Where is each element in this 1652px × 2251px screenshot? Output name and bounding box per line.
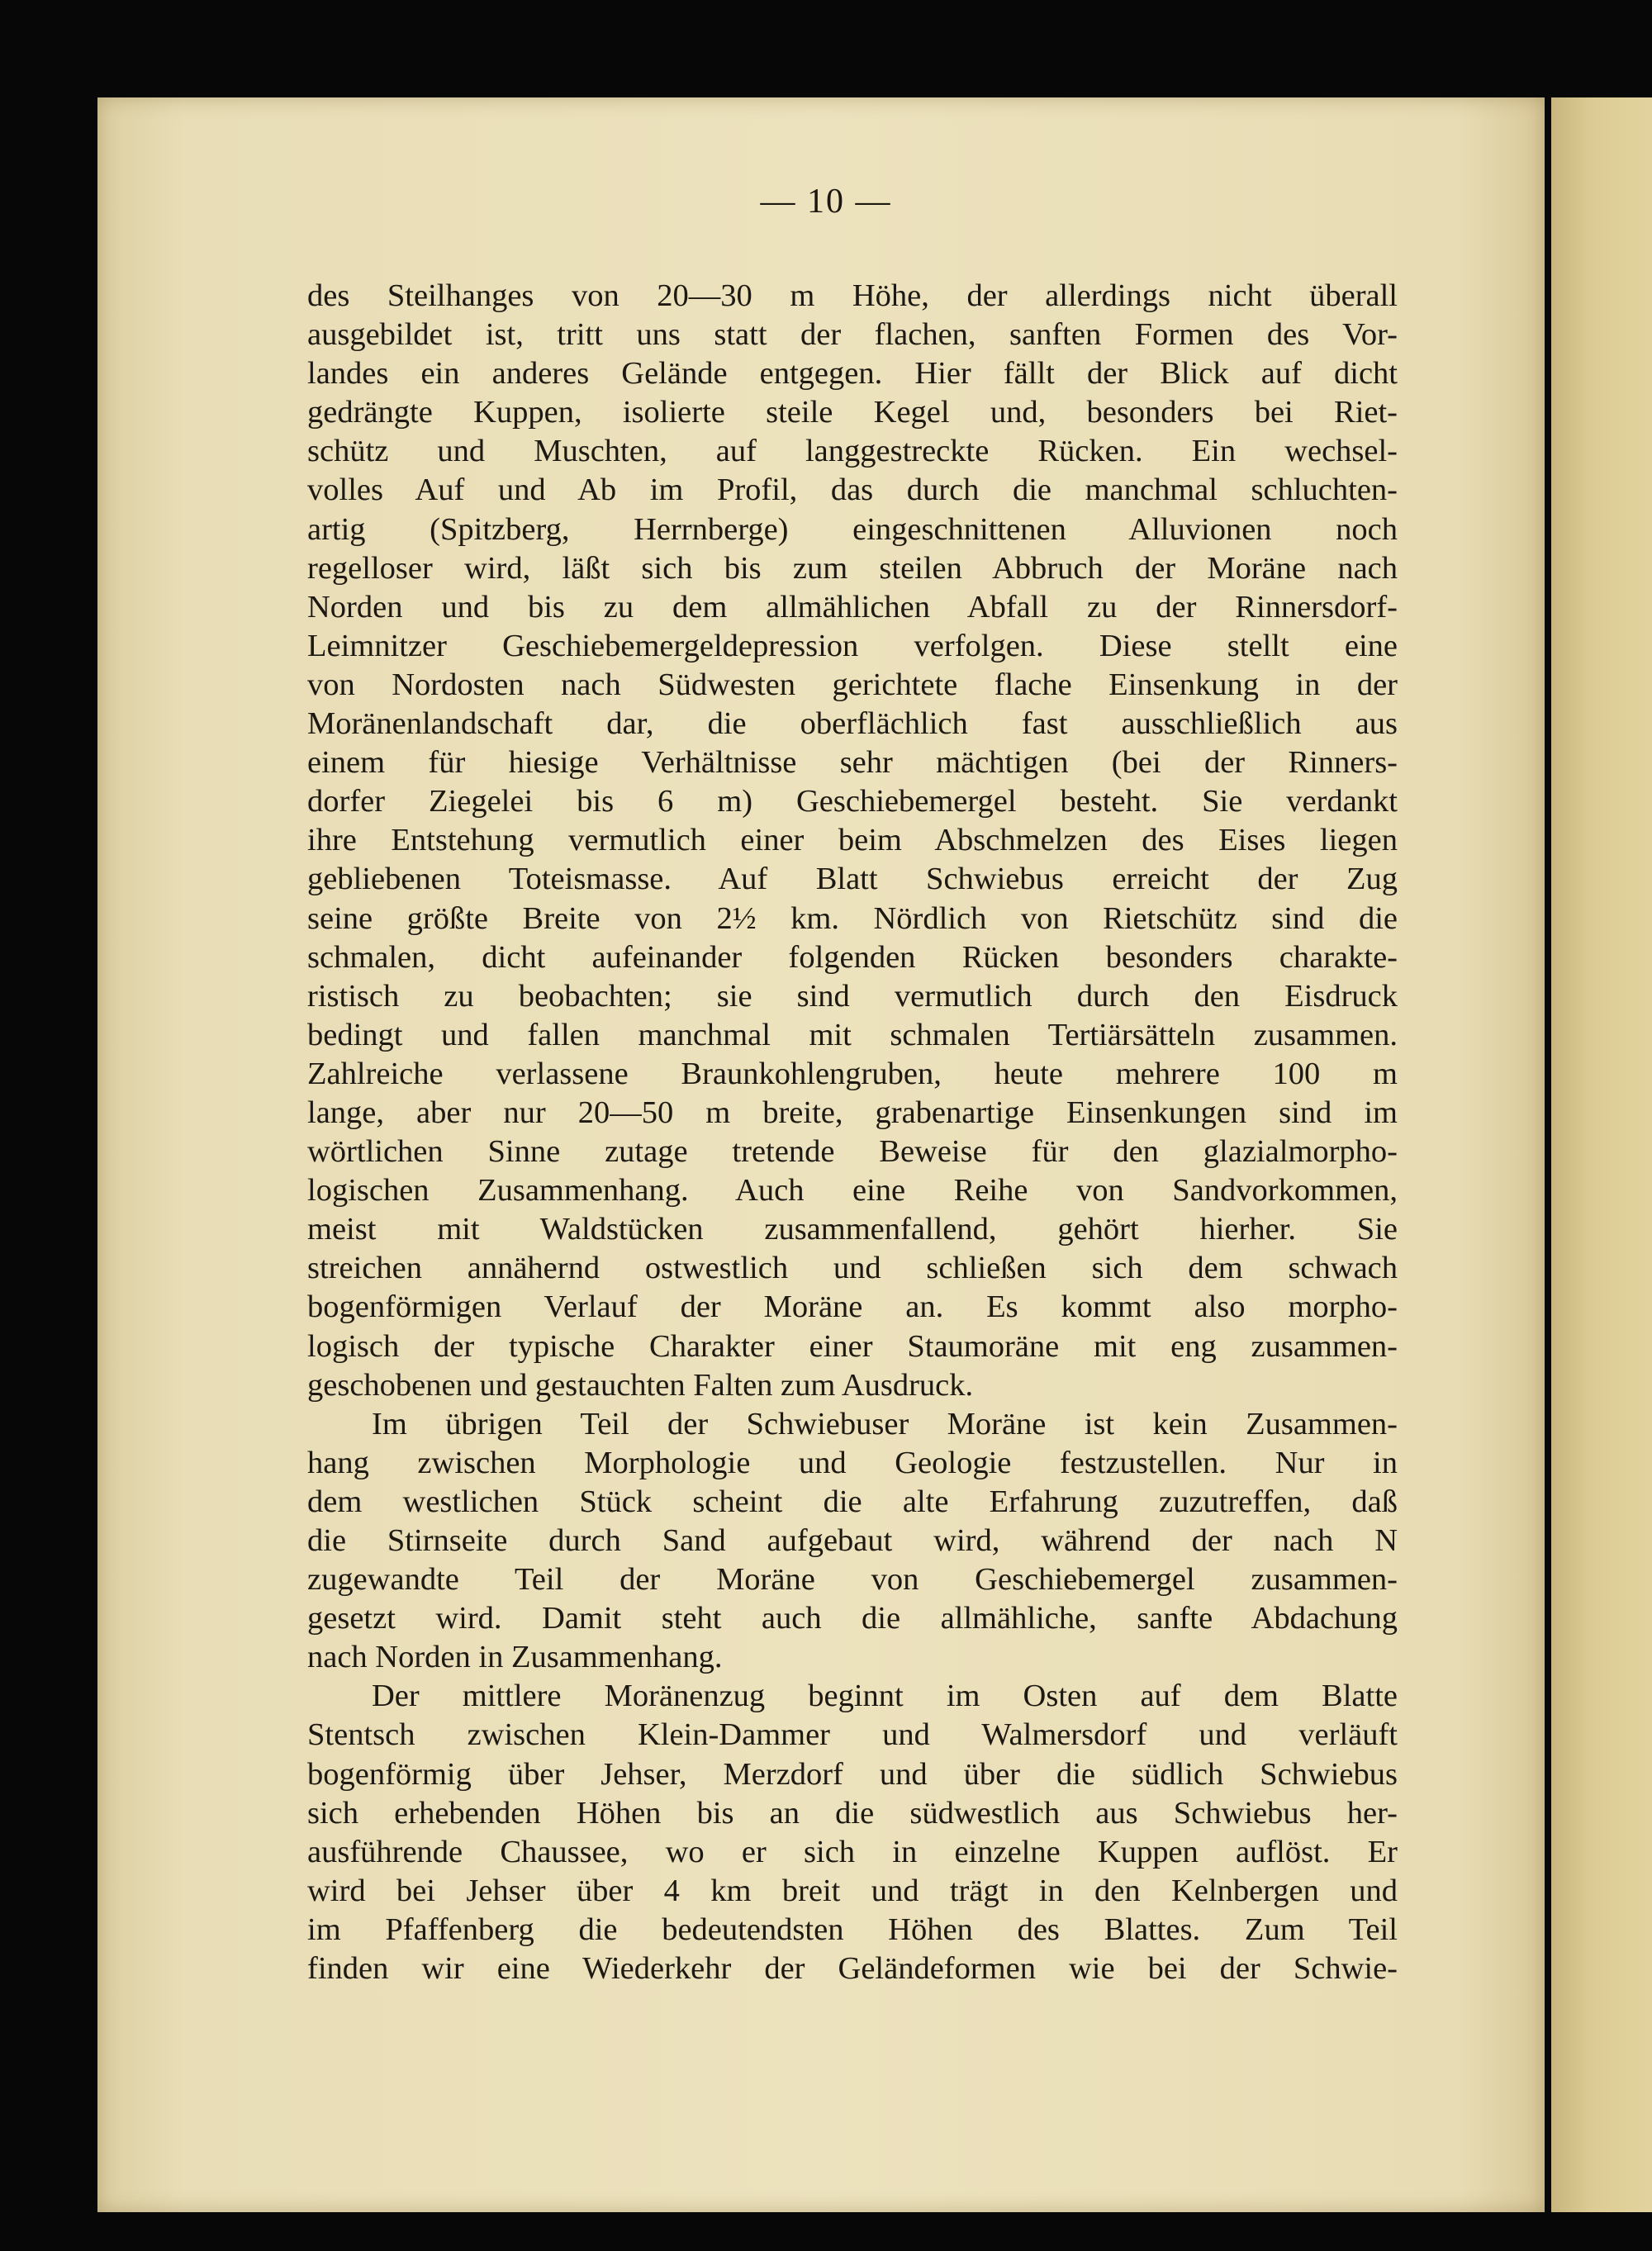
text-line: dorfer Ziegelei bis 6 m) Geschiebemergel besteht. Sie verdankt: [307, 784, 1398, 819]
text-line: Moränenlandschaft dar, die oberflächlich fast ausschließlich aus: [307, 706, 1398, 742]
text-line: Norden und bis zu dem allmählichen Abfall zu der Rinnersdorf-: [307, 589, 1398, 624]
next-page-edge: [1551, 97, 1652, 2212]
text-line: des Steilhanges von 20—30 m Höhe, der allerdings nicht überall: [307, 278, 1398, 313]
body-text: [307, 277, 1398, 1988]
paragraph-start-line: Der mittlere Moränenzug beginnt im Osten auf dem Blatte: [372, 1679, 1398, 1714]
text-line: von Nordosten nach Südwesten gerichtete flache Einsenkung in der: [307, 667, 1398, 702]
page-number: — 10 —: [760, 183, 892, 221]
text-line: meist mit Waldstücken zusammenfallend, gehört hierher. Sie: [307, 1212, 1398, 1247]
text-line: einem für hiesige Verhältnisse sehr mächtigen (bei der Rinners-: [307, 745, 1398, 781]
text-line: logisch der typische Charakter einer Staumoräne mit eng zusammen-: [307, 1328, 1398, 1364]
text-line: ausführende Chaussee, wo er sich in einzelne Kuppen auflöst. Er: [307, 1834, 1398, 1869]
text-line: finden wir eine Wiederkehr der Geländeformen wie bei der Schwie-: [307, 1951, 1398, 1987]
text-line: schütz und Muschten, auf langgestreckte Rücken. Ein wechsel-: [307, 434, 1398, 469]
text-line: gebliebenen Toteismasse. Auf Blatt Schwiebus erreicht der Zug: [307, 862, 1398, 897]
text-line: regelloser wird, läßt sich bis zum steilen Abbruch der Moräne nach: [307, 550, 1398, 586]
text-line: logischen Zusammenhang. Auch eine Reihe von Sandvorkommen,: [307, 1173, 1398, 1209]
text-line: seine größte Breite von 2½ km. Nördlich von Rietschütz sind die: [307, 900, 1398, 936]
text-line: Zahlreiche verlassene Braunkohlengruben, heute mehrere 100 m: [307, 1056, 1398, 1091]
text-line: Stentsch zwischen Klein-Dammer und Walmersdorf und verläuft: [307, 1717, 1398, 1753]
text-line: gesetzt wird. Damit steht auch die allmähliche, sanfte Abdachung: [307, 1601, 1398, 1636]
text-line: schmalen, dicht aufeinander folgenden Rücken besonders charakte-: [307, 939, 1398, 975]
text-line: zugewandte Teil der Moräne von Geschiebemergel zusammen-: [307, 1562, 1398, 1598]
text-line: bogenförmig über Jehser, Merzdorf und über die südlich Schwiebus: [307, 1756, 1398, 1792]
text-line: im Pfaffenberg die bedeutendsten Höhen des Blattes. Zum Teil: [307, 1911, 1398, 1947]
text-line: landes ein anderes Gelände entgegen. Hier fällt der Blick auf dicht: [307, 356, 1398, 392]
text-line: sich erhebenden Höhen bis an die südwestlich aus Schwiebus her-: [307, 1795, 1398, 1831]
text-line: wird bei Jehser über 4 km breit und trägt in den Kelnbergen und: [307, 1873, 1398, 1908]
text-line: Leimnitzer Geschiebemergeldepression verfolgen. Diese stellt eine: [307, 628, 1398, 663]
text-line: die Stirnseite durch Sand aufgebaut wird, während der nach N: [307, 1523, 1398, 1558]
text-line: ausgebildet ist, tritt uns statt der flachen, sanften Formen des Vor-: [307, 317, 1398, 353]
text-line: gedrängte Kuppen, isolierte steile Kegel und, besonders bei Riet-: [307, 395, 1398, 430]
text-line: volles Auf und Ab im Profil, das durch die manchmal schluchten-: [307, 473, 1398, 508]
text-line: streichen annähernd ostwestlich und schließen sich dem schwach: [307, 1251, 1398, 1286]
text-line: hang zwischen Morphologie und Geologie festzustellen. Nur in: [307, 1445, 1398, 1480]
paragraph-end-line: geschobenen und gestauchten Falten zum Ausdruck.: [307, 1367, 974, 1403]
text-line: lange, aber nur 20—50 m breite, grabenartige Einsenkungen sind im: [307, 1095, 1398, 1130]
text-line: bogenförmigen Verlauf der Moräne an. Es kommt also morpho-: [307, 1289, 1398, 1325]
paragraph-end-line: nach Norden in Zusammenhang.: [307, 1640, 723, 1675]
paragraph-start-line: Im übrigen Teil der Schwiebuser Moräne ist kein Zusammen-: [372, 1406, 1398, 1441]
text-line: ihre Entstehung vermutlich einer beim Abschmelzen des Eises liegen: [307, 823, 1398, 858]
text-line: bedingt und fallen manchmal mit schmalen Tertiärsätteln zusammen.: [307, 1017, 1398, 1052]
text-line: ristisch zu beobachten; sie sind vermutlich durch den Eisdruck: [307, 978, 1398, 1014]
text-line: wörtlichen Sinne zutage tretende Beweise für den glazialmorpho-: [307, 1134, 1398, 1170]
text-line: dem westlichen Stück scheint die alte Erfahrung zuzutreffen, daß: [307, 1484, 1398, 1519]
text-line: artig (Spitzberg, Herrnberge) eingeschnittenen Alluvionen noch: [307, 511, 1398, 547]
